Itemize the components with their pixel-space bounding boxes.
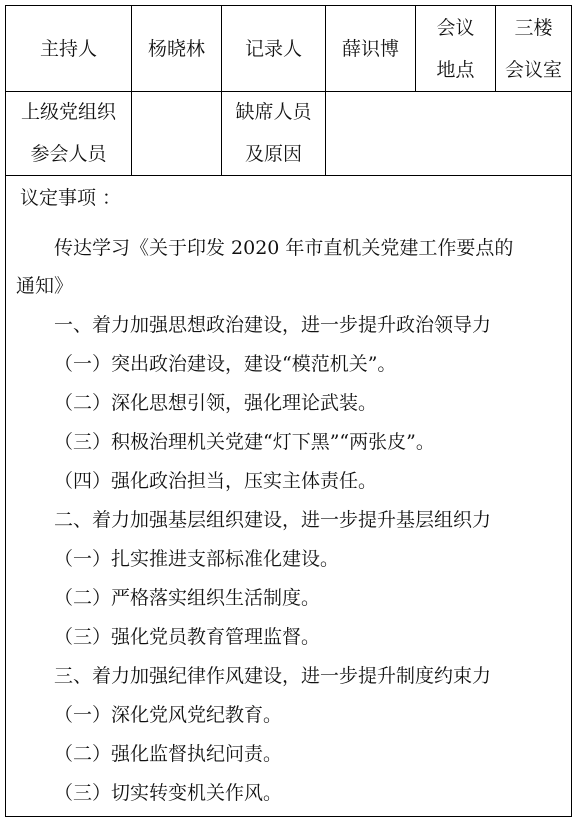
host-label: 主持人 — [39, 37, 97, 60]
absent-label-cell — [222, 91, 326, 175]
superior-label-line1: 上级党组织 — [20, 101, 116, 123]
agenda-line: （一）深化党风党纪教育。 — [54, 704, 283, 726]
agenda-section — [6, 175, 571, 816]
superior-label-line2: 参会人员 — [30, 143, 107, 165]
recorder-name-cell — [326, 6, 416, 91]
agenda-title: 议定事项 ： — [20, 187, 122, 209]
agenda-line: （二）严格落实组织生活制度。 — [54, 587, 321, 609]
agenda-line: 通知》 — [16, 275, 74, 297]
location-label-line1: 会议 — [436, 16, 475, 39]
meeting-record-table — [5, 5, 572, 817]
recorder-label: 记录人 — [244, 37, 302, 60]
agenda-line: （二）强化监督执纪问责。 — [54, 743, 283, 765]
agenda-line: 一、着力加强思想政治建设，进一步提升政治领导力 — [54, 314, 492, 336]
agenda-line: （四）强化政治担当，压实主体责任。 — [54, 470, 378, 492]
agenda-line: （三）强化党员教育管理监督。 — [54, 626, 321, 648]
host-name-cell — [132, 6, 222, 91]
agenda-line: （二）深化思想引领，强化理论武装。 — [54, 392, 378, 414]
header-row — [6, 6, 571, 92]
attendance-row — [6, 91, 571, 176]
recorder-name: 薛识博 — [341, 37, 399, 60]
absent-label-line1: 缺席人员 — [235, 101, 312, 123]
recorder-label-cell — [222, 6, 326, 91]
superior-value-cell — [132, 91, 222, 175]
location-value-line2: 会议室 — [504, 58, 562, 81]
agenda-line: （三）切实转变机关作风。 — [54, 782, 283, 804]
absent-label-line2: 及原因 — [244, 143, 302, 165]
location-value-line1: 三楼 — [514, 16, 553, 39]
agenda-line: （一）突出政治建设，建设“模范机关”。 — [54, 353, 397, 375]
host-label-cell — [6, 6, 132, 91]
agenda-line: （三）积极治理机关党建“灯下黑”“两张皮”。 — [54, 431, 435, 453]
location-label-cell — [416, 6, 496, 91]
agenda-line: （一）扎实推进支部标准化建设。 — [54, 548, 340, 570]
host-name: 杨晓林 — [147, 37, 205, 60]
location-label-line2: 地点 — [436, 58, 475, 81]
agenda-line: 传达学习《关于印发 2020 年市直机关党建工作要点的 — [54, 237, 514, 259]
location-value-cell — [496, 6, 571, 91]
agenda-line: 三、着力加强纪律作风建设，进一步提升制度约束力 — [54, 665, 492, 687]
agenda-line: 二、着力加强基层组织建设，进一步提升基层组织力 — [54, 509, 492, 531]
absent-value-cell — [326, 91, 571, 175]
superior-label-cell — [6, 91, 132, 175]
